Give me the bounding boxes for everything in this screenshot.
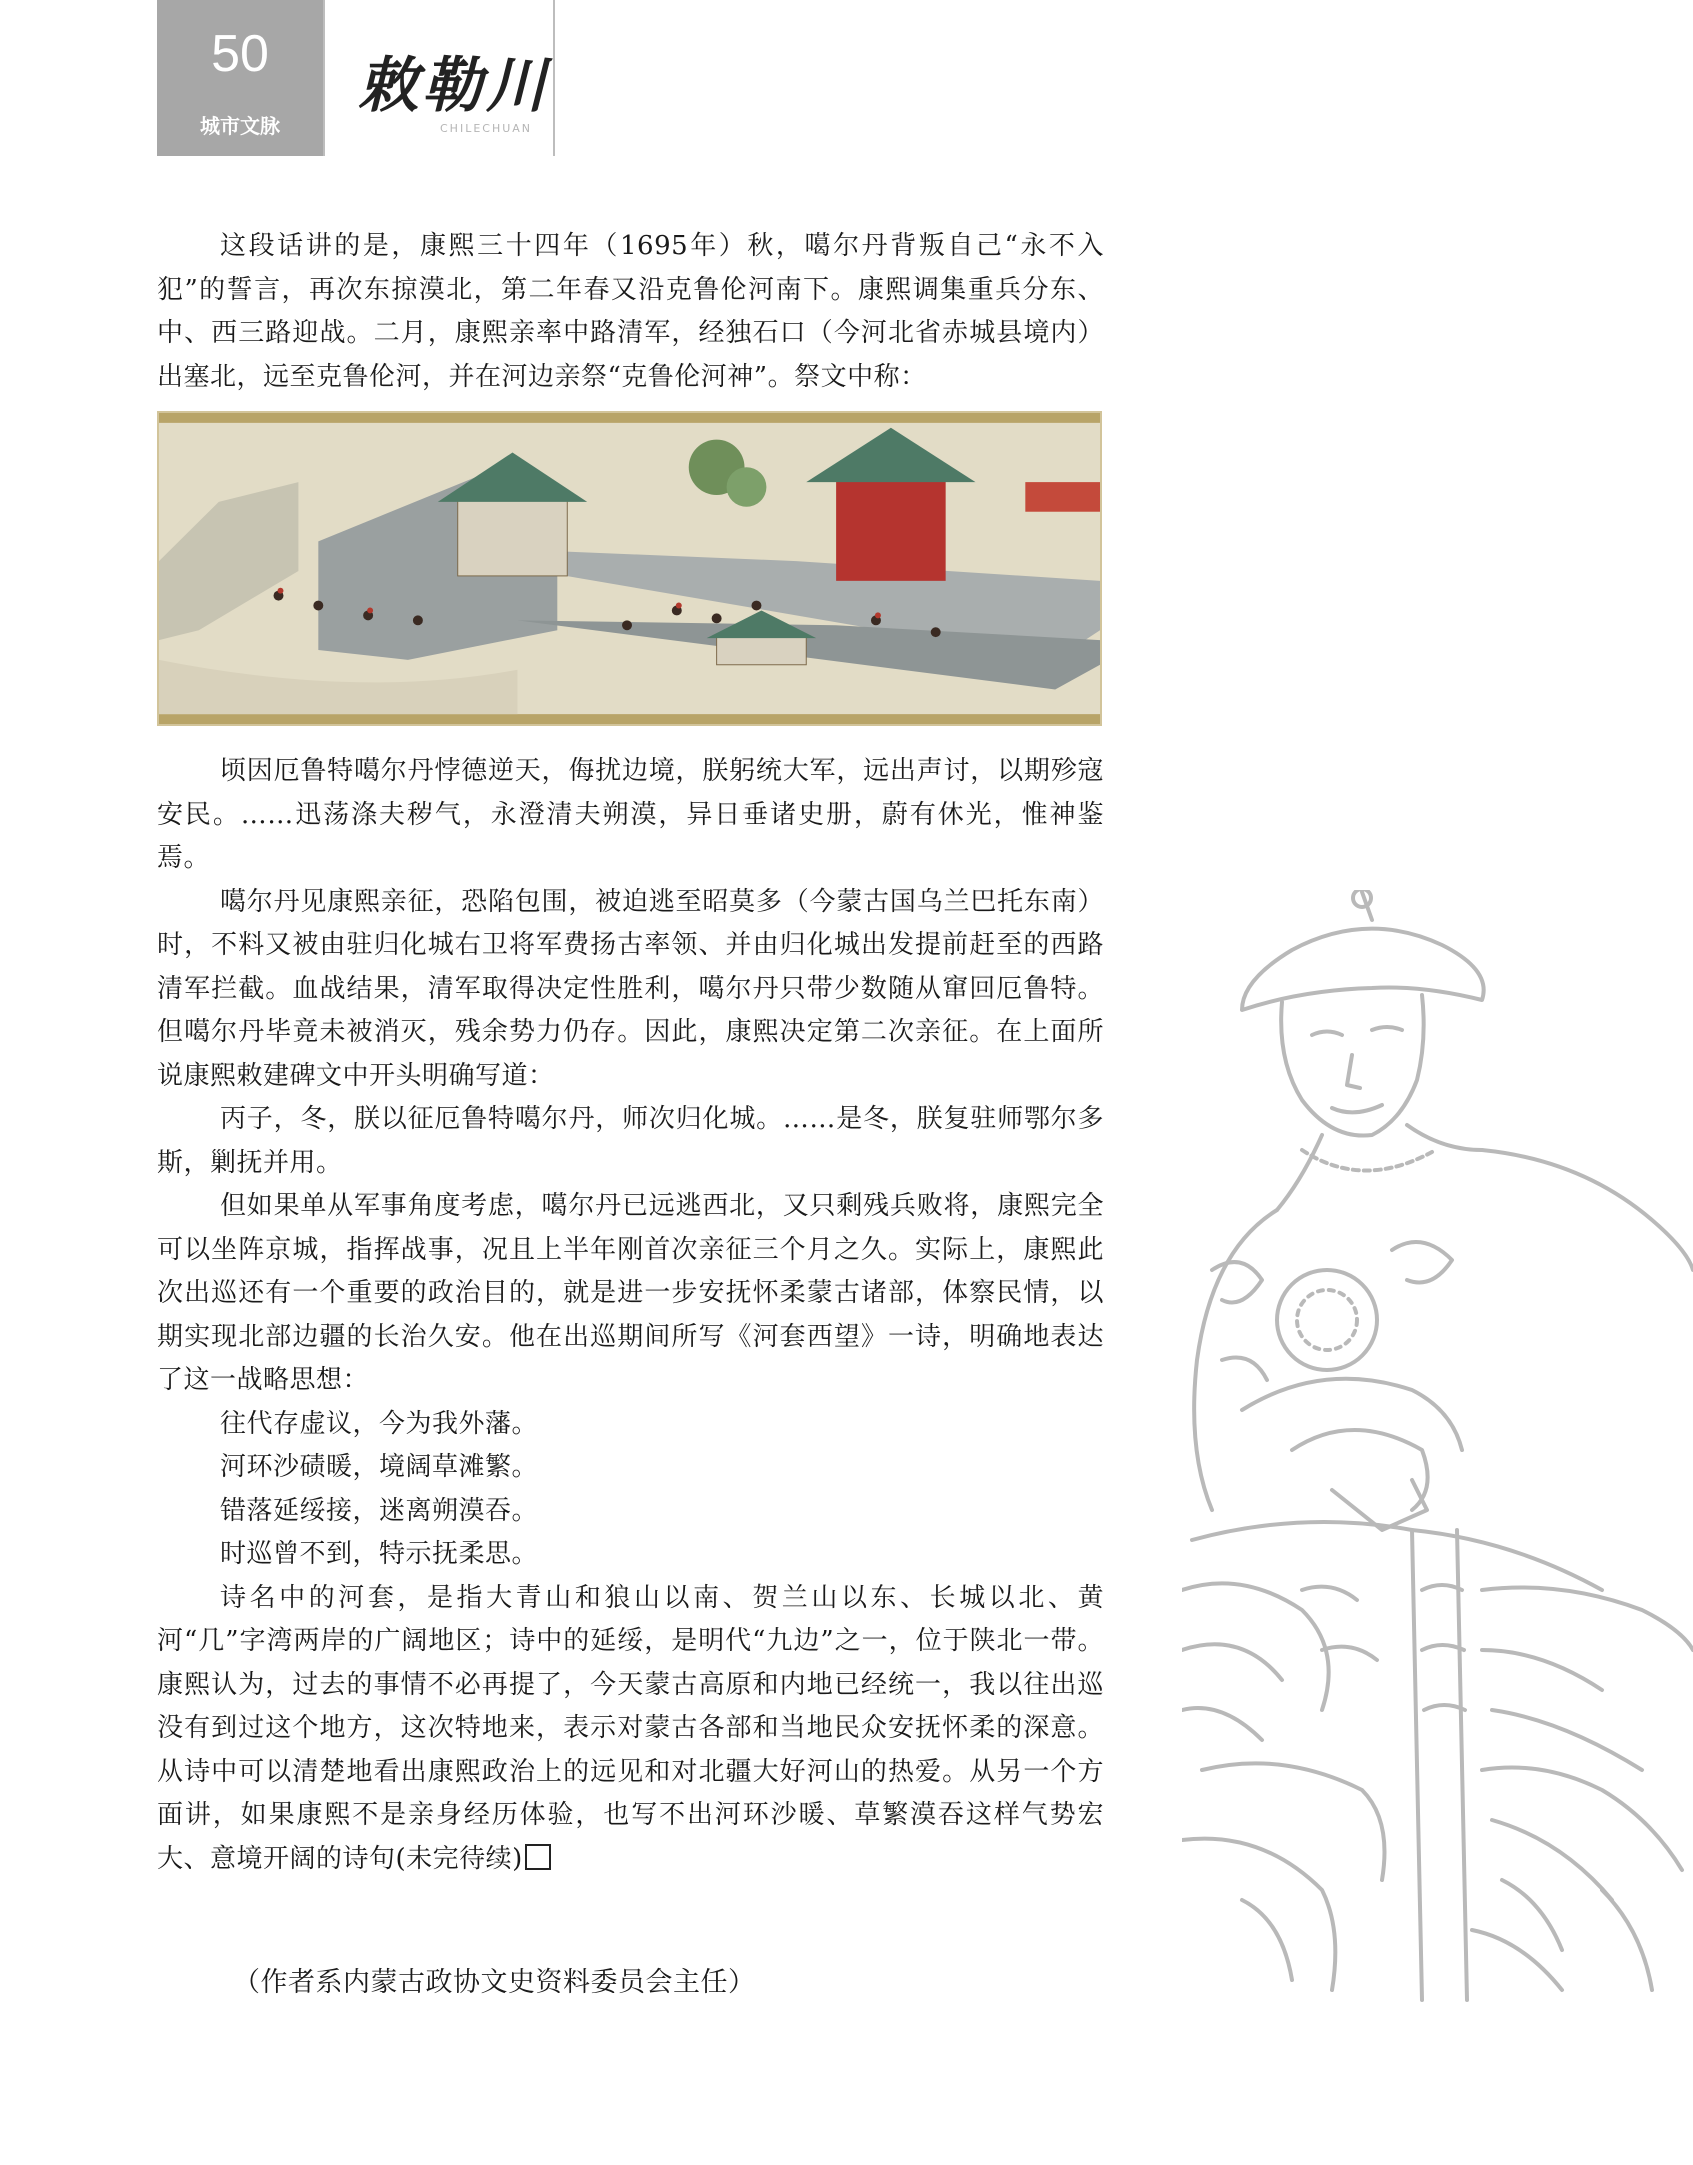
closing-text: 诗名中的河套，是指大青山和狼山以南、贺兰山以东、长城以北、黄河“几”字湾两岸的广阔地区；诗中的延绥，是明代“九边”之一，位于陕北一带。康熙认为，过去的事情不必再提了，今天蒙古高原和内地已经统一，我以往出巡没有到过这个地方，这次特地来，表示对蒙古各部和当地民众安抚怀柔的深意。从诗中可以清楚地看出康熙政治上的远见和对北疆大好河山的热爱。从另一个方面讲，如果康熙不是亲身经历体验，也写不出河环沙暖、草繁漠吞这样气势宏大、意境开阔的诗句(未完待续) [157,1582,1104,1874]
end-mark-icon [525,1844,551,1870]
poem-line: 河环沙碛暖，境阔草滩繁。 [220,1452,539,1482]
magazine-logo-latin: CHILECHUAN [440,122,533,135]
quoted-paragraph: 丙子，冬，朕以征厄鲁特噶尔丹，师次归化城。……是冬，朕复驻师鄂尔多斯，剿抚并用。 [157,1104,1104,1178]
qing-painting-image [157,411,1102,726]
kangxi-portrait-illustration [1182,890,1693,2005]
paragraph: 噶尔丹见康熙亲征，恐陷包围，被迫逃至昭莫多（今蒙古国乌兰巴托东南）时，不料又被由驻归化城右卫将军费扬古率领、并由归化城出发提前赶至的西路清军拦截。血战结果，清军取得决定性胜利，噶尔丹只带少数随从窜回厄鲁特。但噶尔丹毕竟未被消灭，残余势力仍存。因此，康熙决定第二次亲征。在上面所说康熙敕建碑文中开头明确写道： [157,886,1104,1091]
magazine-logo: 敕勒川 [358,51,550,121]
page-header-tab [157,0,323,156]
paragraph: 这段话讲的是，康熙三十四年（1695年）秋，噶尔丹背叛自己“永不入犯”的誓言，再次东掠漠北，第二年春又沿克鲁伦河南下。康熙调集重兵分东、中、西三路迎战。二月，康熙亲率中路清军，经独石口（今河北省赤城县境内）出塞北，远至克鲁伦河，并在河边亲祭“克鲁伦河神”。祭文中称： [157,231,1104,392]
quoted-paragraph: 顷因厄鲁特噶尔丹悖德逆天，侮扰边境，朕躬统大军，远出声讨，以期殄寇安民。……迅荡涤夫秽气，永澄清夫朔漠，异日垂诸史册，蔚有休光，惟神鉴焉。 [157,756,1104,873]
poem-line: 往代存虚议，今为我外藩。 [220,1408,539,1439]
header-divider-left [323,0,325,156]
section-label: 城市文脉 [200,114,280,138]
article-body [157,225,1104,1881]
poem-line: 时巡曾不到，特示抚柔思。 [220,1539,539,1569]
author-note: （作者系内蒙古政协文史资料委员会主任） [233,1967,756,1998]
page-number: 50 [211,25,269,83]
poem-line: 错落延绥接，迷离朔漠吞。 [220,1495,539,1526]
paragraph [157,1577,1104,1882]
header-divider-right [553,0,555,156]
paragraph: 但如果单从军事角度考虑，噶尔丹已远逃西北，又只剩残兵败将，康熙完全可以坐阵京城，指挥战事，况且上半年刚首次亲征三个月之久。实际上，康熙此次出巡还有一个重要的政治目的，就是进一步安抚怀柔蒙古诸部，体察民情，以期实现北部边疆的长治久安。他在出巡期间所写《河套西望》一诗，明确地表达了这一战略思想： [157,1191,1104,1395]
